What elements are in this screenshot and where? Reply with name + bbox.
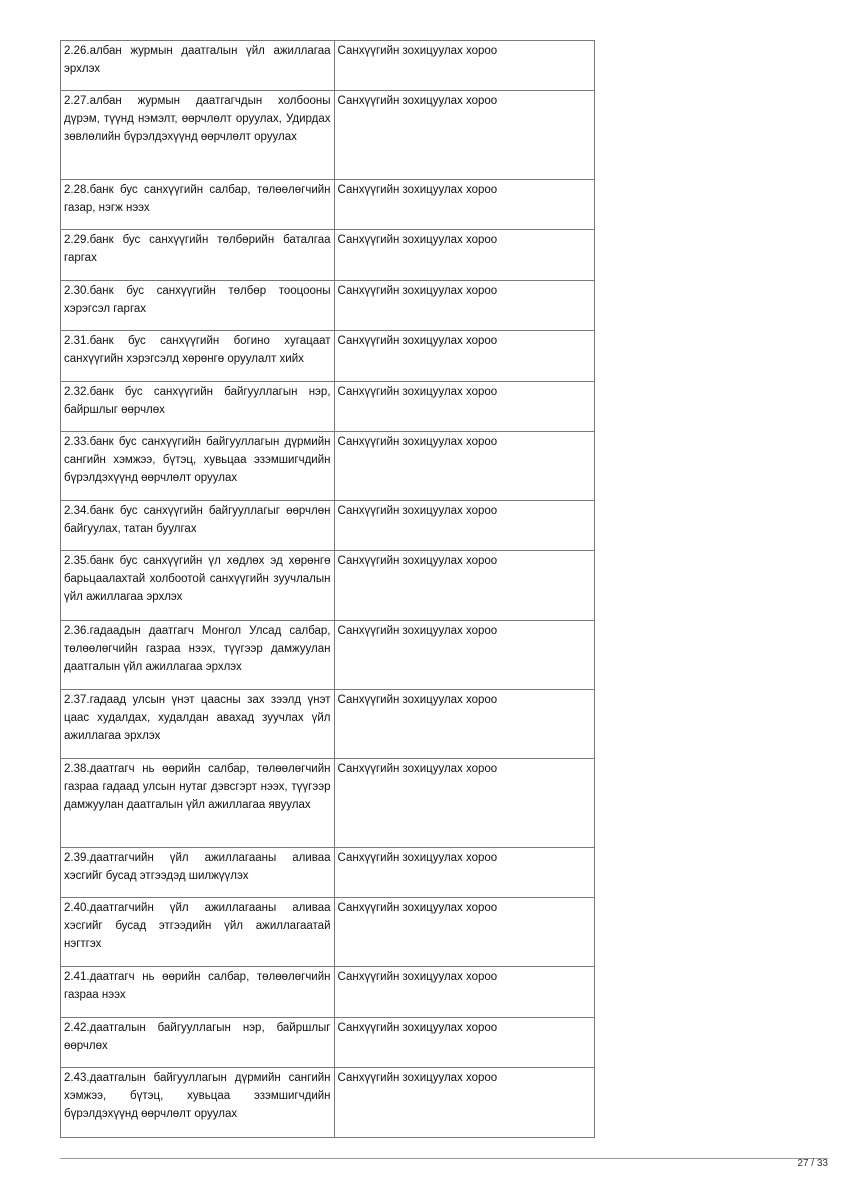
- item-cell: 2.36.гадаадын даатгагч Монгол Улсад салбар, төлөөлөгчийн газраа нээх, түүгээр дамжуулан даатгалын үйл ажиллагаа эрхлэх: [61, 621, 335, 690]
- item-cell: 2.31.банк бус санхүүгийн богино хугацаат санхүүгийн хэрэгсэлд хөрөнгө оруулалт хийх: [61, 331, 335, 382]
- authority-cell: Санхүүгийн зохицуулах хороо: [334, 230, 594, 281]
- item-cell: 2.32.банк бус санхүүгийн байгууллагын нэр, байршлыг өөрчлөх: [61, 382, 335, 432]
- table-row: [61, 551, 595, 621]
- table-row: [61, 41, 595, 91]
- table-row: [61, 501, 595, 551]
- item-cell: 2.30.банк бус санхүүгийн төлбөр тооцооны хэрэгсэл гаргах: [61, 281, 335, 331]
- authority-cell: Санхүүгийн зохицуулах хороо: [334, 41, 594, 91]
- table-row: [61, 967, 595, 1018]
- authority-cell: Санхүүгийн зохицуулах хороо: [334, 432, 594, 501]
- item-cell: 2.41.даатгагч нь өөрийн салбар, төлөөлөгчийн газраа нээх: [61, 967, 335, 1018]
- page-number: 27 / 33: [797, 1158, 828, 1169]
- authority-cell: Санхүүгийн зохицуулах хороо: [334, 180, 594, 230]
- authority-cell: Санхүүгийн зохицуулах хороо: [334, 331, 594, 382]
- authority-cell: Санхүүгийн зохицуулах хороо: [334, 621, 594, 690]
- table-row: [61, 91, 595, 180]
- authority-cell: Санхүүгийн зохицуулах хороо: [334, 1068, 594, 1138]
- item-cell: 2.34.банк бус санхүүгийн байгууллагыг өөрчлөн байгуулах, татан буулгах: [61, 501, 335, 551]
- authority-cell: Санхүүгийн зохицуулах хороо: [334, 848, 594, 898]
- authority-cell: Санхүүгийн зохицуулах хороо: [334, 759, 594, 848]
- item-cell: 2.35.банк бус санхүүгийн үл хөдлөх эд хөрөнгө барьцаалахтай холбоотой санхүүгийн зуучлалын үйл ажиллагаа эрхлэх: [61, 551, 335, 621]
- item-cell: 2.28.банк бус санхүүгийн салбар, төлөөлөгчийн газар, нэгж нээх: [61, 180, 335, 230]
- authority-cell: Санхүүгийн зохицуулах хороо: [334, 690, 594, 759]
- authority-cell: Санхүүгийн зохицуулах хороо: [334, 281, 594, 331]
- permits-table: [60, 40, 595, 1138]
- authority-cell: Санхүүгийн зохицуулах хороо: [334, 898, 594, 967]
- item-cell: 2.29.банк бус санхүүгийн төлбөрийн баталгаа гаргах: [61, 230, 335, 281]
- table-row: [61, 1018, 595, 1068]
- authority-cell: Санхүүгийн зохицуулах хороо: [334, 501, 594, 551]
- item-cell: 2.38.даатгагч нь өөрийн салбар, төлөөлөгчийн газраа гадаад улсын нутаг дэвсгэрт нээх, түүгээр дамжуулан даатгалын үйл ажиллагаа явуулах: [61, 759, 335, 848]
- table-row: [61, 432, 595, 501]
- authority-cell: Санхүүгийн зохицуулах хороо: [334, 91, 594, 180]
- table-row: [61, 382, 595, 432]
- table-row: [61, 898, 595, 967]
- footer-divider: [60, 1158, 828, 1159]
- item-cell: 2.27.албан журмын даатгагчдын холбооны дүрэм, түүнд нэмэлт, өөрчлөлт оруулах, Удирдах зөвлөлийн бүрэлдэхүүнд өөрчлөлт оруулах: [61, 91, 335, 180]
- item-cell: 2.26.албан журмын даатгалын үйл ажиллагаа эрхлэх: [61, 41, 335, 91]
- item-cell: 2.42.даатгалын байгууллагын нэр, байршлыг өөрчлөх: [61, 1018, 335, 1068]
- item-cell: 2.39.даатгагчийн үйл ажиллагааны аливаа хэсгийг бусад этгээдэд шилжүүлэх: [61, 848, 335, 898]
- table-row: [61, 759, 595, 848]
- table-row: [61, 690, 595, 759]
- authority-cell: Санхүүгийн зохицуулах хороо: [334, 382, 594, 432]
- table-row: [61, 281, 595, 331]
- table-row: [61, 848, 595, 898]
- item-cell: 2.37.гадаад улсын үнэт цаасны зах зээлд үнэт цаас худалдах, худалдан авахад зуучлах үйл ажиллагаа эрхлэх: [61, 690, 335, 759]
- table-row: [61, 180, 595, 230]
- item-cell: 2.33.банк бус санхүүгийн байгууллагын дүрмийн сангийн хэмжээ, бүтэц, хувьцаа эзэмшигчдийн бүрэлдэхүүнд өөрчлөлт оруулах: [61, 432, 335, 501]
- table-row: [61, 331, 595, 382]
- item-cell: 2.40.даатгагчийн үйл ажиллагааны аливаа хэсгийг бусад этгээдийн үйл ажиллагаатай нэгтгэх: [61, 898, 335, 967]
- item-cell: 2.43.даатгалын байгууллагын дүрмийн сангийн хэмжээ, бүтэц, хувьцаа эзэмшигчдийн бүрэлдэхүүнд өөрчлөлт оруулах: [61, 1068, 335, 1138]
- authority-cell: Санхүүгийн зохицуулах хороо: [334, 1018, 594, 1068]
- authority-cell: Санхүүгийн зохицуулах хороо: [334, 967, 594, 1018]
- table-row: [61, 230, 595, 281]
- authority-cell: Санхүүгийн зохицуулах хороо: [334, 551, 594, 621]
- table-row: [61, 621, 595, 690]
- table-row: [61, 1068, 595, 1138]
